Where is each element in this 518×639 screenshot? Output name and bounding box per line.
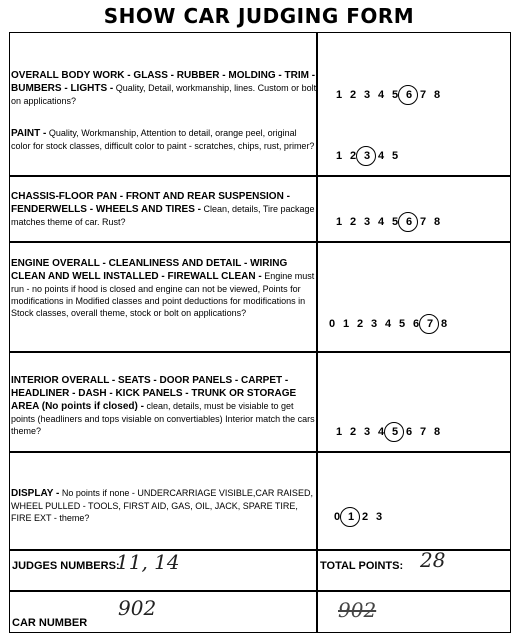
criterion-description: Engine must run - no points if hood is closed and engine can not be viewed, Points for modifications in Modified classes and point deductions for modifications in Stock classes, overall theme, stock or bolt on applications?	[11, 271, 315, 318]
judges-numbers-label: JUDGES NUMBERS:	[12, 560, 120, 572]
score-option-3[interactable]: 3	[363, 89, 371, 101]
score-option-selected[interactable]: 6	[402, 89, 416, 101]
score-option-1[interactable]: 1	[335, 426, 343, 438]
criterion-chassis	[11, 190, 317, 228]
criterion-heading: CHASSIS-FLOOR PAN - FRONT AND REAR SUSPENSION - FENDERWELLS - WHEELS AND TIRES -	[11, 191, 290, 215]
score-option-2[interactable]: 2	[349, 216, 357, 228]
score-option-4[interactable]: 4	[384, 318, 392, 330]
row-divider	[9, 241, 511, 243]
score-option-2[interactable]: 2	[349, 89, 357, 101]
score-scale-display[interactable]	[330, 511, 386, 523]
form-title: SHOW CAR JUDGING FORM	[103, 4, 415, 28]
criterion-paint	[11, 127, 317, 152]
score-option-4[interactable]: 4	[377, 150, 385, 162]
total-points-label: TOTAL POINTS:	[320, 560, 404, 572]
total-points-value[interactable]: 28	[420, 548, 446, 572]
criterion-description: Quality, Detail, workmanship, lines. Custom or bolt on applications?	[11, 83, 317, 106]
criterion-heading: OVERALL BODY WORK - GLASS - RUBBER - MOLDING - TRIM - BUMBERS - LIGHTS -	[11, 70, 316, 94]
judges-numbers-value[interactable]: 11, 14	[116, 550, 180, 574]
score-option-3[interactable]: 3	[375, 511, 383, 523]
score-option-1[interactable]: 1	[342, 318, 350, 330]
criterion-description: clean, details, must be visiable to get points (headliners and tops visiable on convertiables) Interior match the cars theme?	[11, 401, 315, 436]
score-scale-chassis[interactable]	[332, 216, 444, 228]
score-option-5[interactable]: 5	[391, 150, 399, 162]
score-scale-body-work[interactable]	[332, 89, 444, 101]
score-scale-paint[interactable]	[332, 150, 402, 162]
score-option-8[interactable]: 8	[440, 318, 448, 330]
car-number-label: CAR NUMBER	[12, 617, 88, 629]
score-option-3[interactable]: 3	[363, 426, 371, 438]
criterion-heading: INTERIOR OVERALL - SEATS - DOOR PANELS - CARPET - HEADLINER - DASH - KICK PANELS - TRUNK OR STORAGE AREA (No points if closed) -	[11, 375, 297, 412]
column-divider	[316, 32, 318, 633]
score-option-7[interactable]: 7	[419, 426, 427, 438]
score-option-2[interactable]: 2	[349, 426, 357, 438]
score-option-4[interactable]: 4	[377, 89, 385, 101]
criterion-engine	[11, 257, 317, 319]
score-option-2[interactable]: 2	[361, 511, 369, 523]
row-divider	[9, 451, 511, 453]
score-scale-engine[interactable]	[325, 318, 451, 330]
row-divider	[9, 351, 511, 353]
score-option-6[interactable]: 6	[412, 318, 420, 330]
criterion-description: Quality, Workmanship, Attention to detail, orange peel, original color for stock classes, difficult color to paint - scratches, chips, rust, primer?	[11, 128, 315, 151]
score-option-1[interactable]: 1	[335, 150, 343, 162]
row-divider	[9, 175, 511, 177]
criterion-display	[11, 487, 317, 524]
score-option-selected[interactable]: 6	[402, 216, 416, 228]
criterion-description: No points if none - UNDERCARRIAGE VISIBLE,CAR RAISED, WHEEL PULLED - TOOLS, FIRST AID, GAS, OIL, JACK, SPARE TIRE, FIRE EXT - theme?	[11, 488, 313, 523]
score-option-selected[interactable]: 3	[360, 150, 374, 162]
score-option-6[interactable]: 6	[405, 426, 413, 438]
score-option-7[interactable]: 7	[419, 216, 427, 228]
judging-form-table	[9, 32, 511, 633]
criterion-description: Clean, details, Tire package matches theme of car. Rust?	[11, 204, 315, 227]
score-option-4[interactable]: 4	[377, 426, 385, 438]
criterion-heading: PAINT -	[11, 128, 47, 139]
score-option-selected[interactable]: 7	[423, 318, 437, 330]
score-option-1[interactable]: 1	[335, 216, 343, 228]
score-option-3[interactable]: 3	[363, 216, 371, 228]
score-option-0[interactable]: 0	[333, 511, 341, 523]
score-option-0[interactable]: 0	[328, 318, 336, 330]
criterion-interior	[11, 374, 317, 437]
car-number-struck-value: 902	[338, 598, 377, 622]
score-option-5[interactable]: 5	[391, 216, 399, 228]
score-option-1[interactable]: 1	[335, 89, 343, 101]
criterion-body-work	[11, 69, 317, 107]
row-divider	[9, 590, 511, 592]
score-option-8[interactable]: 8	[433, 426, 441, 438]
car-number-value[interactable]: 902	[118, 596, 157, 620]
score-option-8[interactable]: 8	[433, 216, 441, 228]
score-option-2[interactable]: 2	[356, 318, 364, 330]
score-option-selected[interactable]: 5	[388, 426, 402, 438]
criterion-heading: DISPLAY -	[11, 488, 60, 499]
criterion-heading: ENGINE OVERALL - CLEANLINESS AND DETAIL - WIRING CLEAN AND WELL INSTALLED - FIREWALL CLEAN -	[11, 258, 288, 282]
score-scale-interior[interactable]	[332, 426, 444, 438]
score-option-selected[interactable]: 1	[344, 511, 358, 523]
score-option-5[interactable]: 5	[391, 89, 399, 101]
score-option-7[interactable]: 7	[419, 89, 427, 101]
score-option-5[interactable]: 5	[398, 318, 406, 330]
score-option-3[interactable]: 3	[370, 318, 378, 330]
score-option-4[interactable]: 4	[377, 216, 385, 228]
score-option-8[interactable]: 8	[433, 89, 441, 101]
score-option-2[interactable]: 2	[349, 150, 357, 162]
